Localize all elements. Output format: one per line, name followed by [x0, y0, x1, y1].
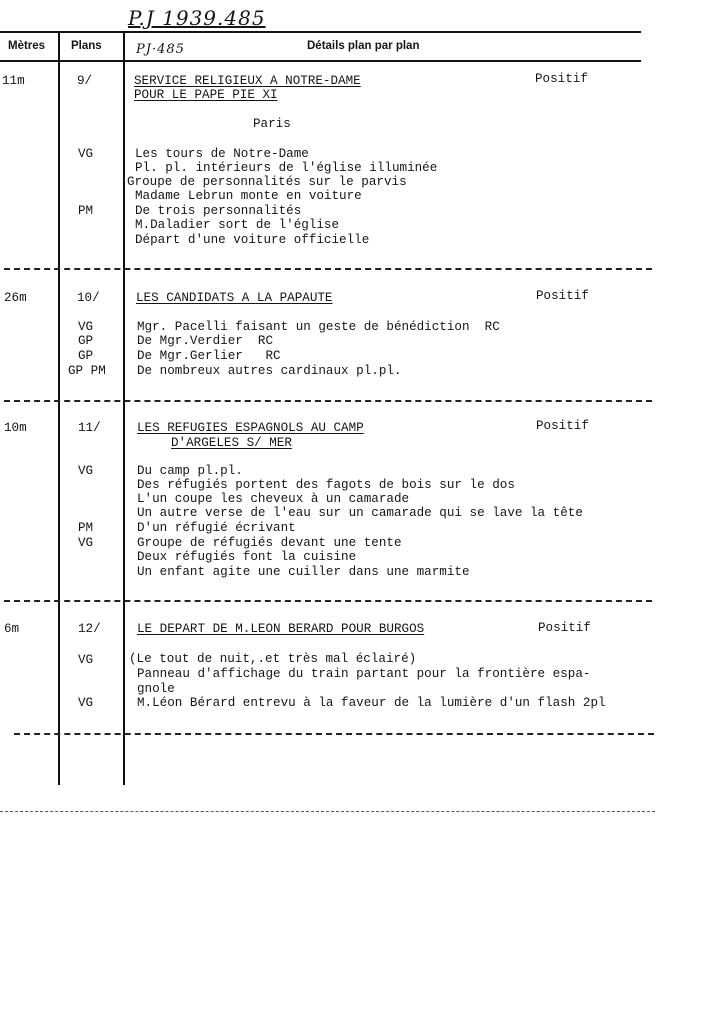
shot-code: VG — [78, 320, 94, 334]
shot-code: VG — [78, 653, 94, 667]
page-bottom-edge — [0, 811, 655, 812]
shot-description: M.Léon Bérard entrevu à la faveur de la lumière d'un flash 2pl — [137, 696, 606, 710]
section-divider — [14, 733, 654, 735]
section-title: LES REFUGIES ESPAGNOLS AU CAMP — [137, 421, 364, 435]
col-header-details: Détails plan par plan — [307, 40, 420, 52]
shot-description: De nombreux autres cardinaux pl.pl. — [137, 364, 402, 378]
section-status: Positif — [536, 419, 589, 433]
section-metres: 26m — [4, 291, 27, 305]
section-title-continued: POUR LE PAPE PIE XI — [134, 88, 278, 102]
shot-code: PM — [78, 521, 94, 535]
shot-code: VG — [78, 147, 94, 161]
section-divider — [4, 268, 652, 270]
shot-code: GP — [78, 349, 94, 363]
section-title: LES CANDIDATS A LA PAPAUTE — [136, 291, 333, 305]
shot-description: Des réfugiés portent des fagots de bois sur le dos — [137, 478, 515, 492]
column-rule-right — [123, 31, 125, 785]
section-divider — [4, 600, 652, 602]
shot-description: Groupe de réfugiés devant une tente — [137, 536, 402, 550]
shot-description: Groupe de personnalités sur le parvis — [127, 175, 407, 189]
shot-description: Départ d'une voiture officielle — [135, 233, 370, 247]
section-plan-number: 11/ — [78, 421, 101, 435]
section-status: Positif — [536, 289, 589, 303]
shot-code: VG — [78, 536, 94, 550]
shot-code: VG — [78, 464, 94, 478]
section-title: SERVICE RELIGIEUX A NOTRE-DAME — [134, 74, 361, 88]
shot-description: De Mgr.Verdier RC — [137, 334, 274, 348]
shot-description: Pl. pl. intérieurs de l'église illuminée — [135, 161, 438, 175]
shot-code: VG — [78, 696, 94, 710]
shot-description: D'un réfugié écrivant — [137, 521, 296, 535]
section-metres: 11m — [2, 74, 25, 88]
section-status: Positif — [535, 72, 588, 86]
column-rule-left — [58, 31, 60, 785]
section-status: Positif — [538, 621, 591, 635]
col-header-plans: Plans — [71, 40, 102, 52]
shot-description: M.Daladier sort de l'église — [135, 218, 340, 232]
section-metres: 6m — [4, 622, 20, 636]
shot-description: gnole — [137, 682, 175, 696]
section-title: LE DEPART DE M.LEON BERARD POUR BURGOS — [137, 622, 425, 636]
section-location: Paris — [253, 117, 291, 131]
col-header-metres: Mètres — [8, 40, 46, 52]
handwritten-note: PJ·485 — [136, 42, 185, 57]
shot-description: De Mgr.Gerlier RC — [137, 349, 281, 363]
section-plan-number: 9/ — [77, 74, 93, 88]
shot-description: Un autre verse de l'eau sur un camarade qui se lave la tête — [137, 506, 583, 520]
shot-description: (Le tout de nuit,.et très mal éclairé) — [129, 652, 417, 666]
section-plan-number: 10/ — [77, 291, 100, 305]
section-metres: 10m — [4, 421, 27, 435]
shot-description: L'un coupe les cheveux à un camarade — [137, 492, 410, 506]
shot-description: De trois personnalités — [135, 204, 302, 218]
shot-description: Mgr. Pacelli faisant un geste de bénédiction RC — [137, 320, 500, 334]
shot-code: GP PM — [68, 364, 106, 378]
shot-description: Madame Lebrun monte en voiture — [135, 189, 362, 203]
shot-description: Panneau d'affichage du train partant pour la frontière espa- — [137, 667, 591, 681]
section-title-continued: D'ARGELES S/ MER — [171, 436, 292, 450]
shot-description: Du camp pl.pl. — [137, 464, 243, 478]
shot-code: PM — [78, 204, 94, 218]
section-plan-number: 12/ — [78, 622, 101, 636]
shot-code: GP — [78, 334, 94, 348]
shot-description: Deux réfugiés font la cuisine — [137, 550, 357, 564]
archive-reference: P.J 1939.485 — [128, 6, 266, 30]
header-top-rule — [0, 31, 641, 33]
header-bottom-rule — [0, 60, 641, 62]
shot-description: Un enfant agite une cuiller dans une marmite — [137, 565, 470, 579]
section-divider — [4, 400, 652, 402]
shot-description: Les tours de Notre-Dame — [135, 147, 309, 161]
